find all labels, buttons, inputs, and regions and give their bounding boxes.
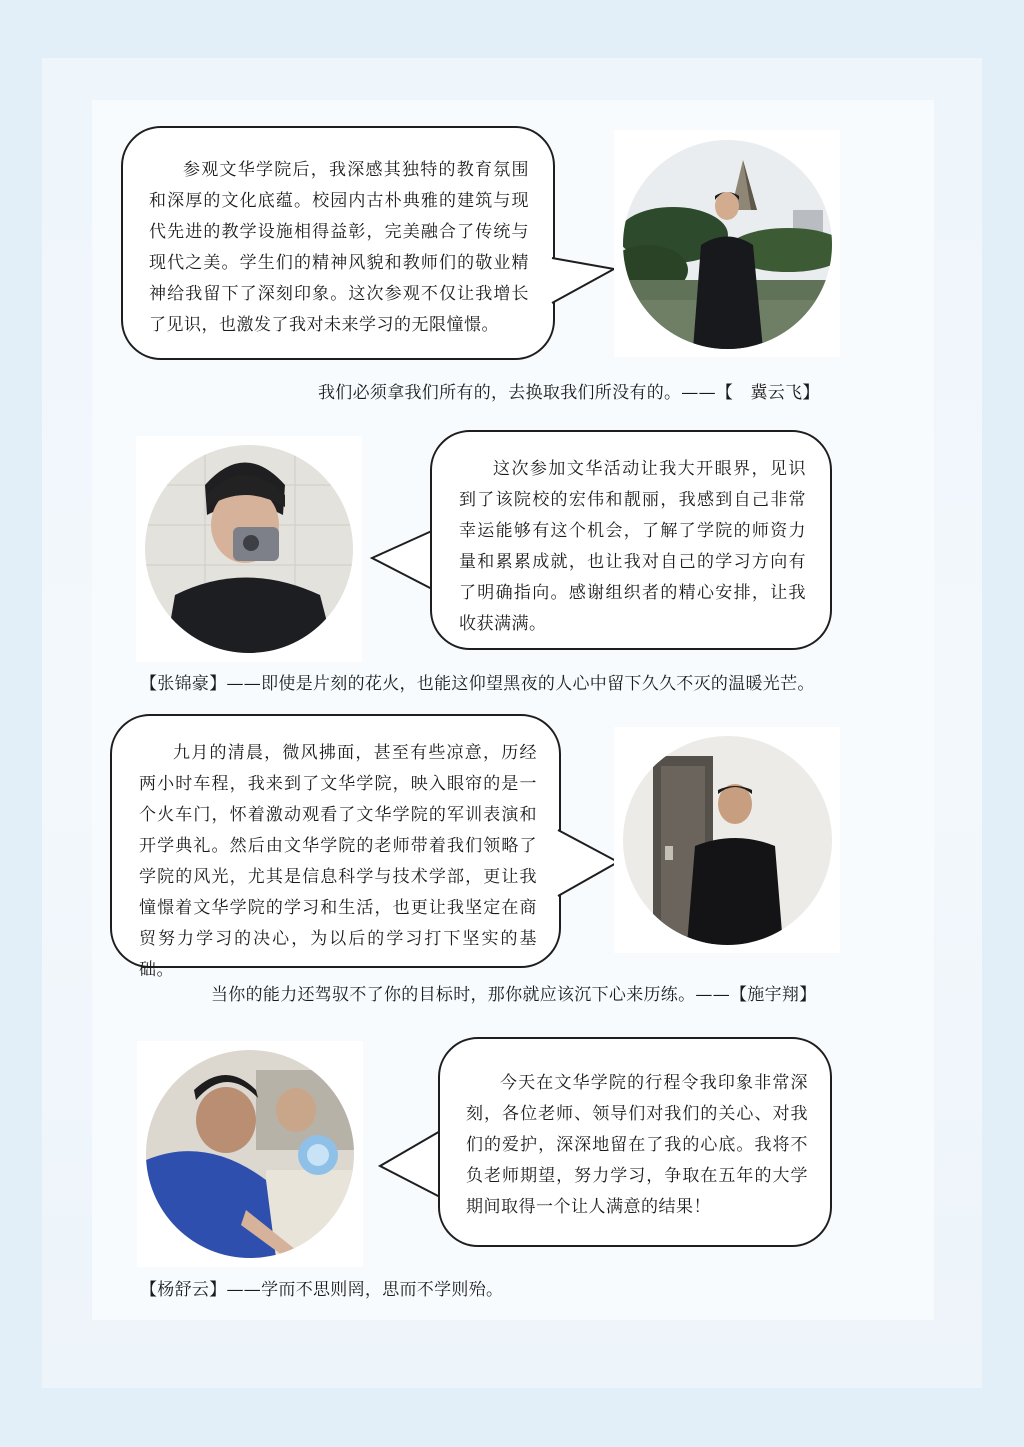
quote-line-2: 【张锦豪】——即使是片刻的花火，也能这仰望黑夜的人心中留下久久不灭的温暖光芒。	[140, 674, 815, 694]
speech-bubble-3	[110, 714, 561, 980]
quote-line-3: 当你的能力还驾驭不了你的目标时，那你就应该沉下心来历练。——【施宇翔】	[211, 985, 817, 1005]
quote-line-4: 【杨舒云】——学而不思则罔，思而不学则殆。	[140, 1280, 504, 1300]
testimonial-text: 这次参加文华活动让我大开眼界，见识到了该院校的宏伟和靓丽，我感到自己非常幸运能够有这个机会，了解了学院的师资力量和累累成就，也让我对自己的学习方向有了明确指向。感谢组织者的精心安排，让我收获满满。	[459, 459, 806, 634]
student-photo-3	[623, 736, 832, 945]
student-photo-4	[146, 1050, 354, 1258]
student-photo-1	[623, 140, 832, 349]
speech-bubble-tail	[558, 826, 620, 900]
speech-bubble-1	[121, 126, 555, 360]
speech-bubble-tail	[372, 530, 436, 594]
testimonial-text: 参观文华学院后，我深感其独特的教育氛围和深厚的文化底蕴。校园内古朴典雅的建筑与现代先进的教学设施相得益彰，完美融合了传统与现代之美。学生们的精神风貌和教师们的敬业精神给我留下了深刻印象。这次参观不仅让我增长了见识，也激发了我对未来学习的无限憧憬。	[149, 160, 529, 335]
testimonial-text: 今天在文华学院的行程令我印象非常深刻，各位老师、领导们对我们的关心、对我们的爱护，深深地留在了我的心底。我将不负老师期望，努力学习，争取在五年的大学期间取得一个让人满意的结果！	[466, 1073, 808, 1217]
student-photo-2	[145, 445, 353, 653]
testimonial-text: 九月的清晨，微风拂面，甚至有些凉意，历经两小时车程，我来到了文华学院，映入眼帘的是一个火车门，怀着激动观看了文华学院的军训表演和开学典礼。然后由文华学院的老师带着我们领略了学院的风光，尤其是信息科学与技术学部，更让我憧憬着文华学院的学习和生活，也更让我坚定在商贸努力学习的决心，为以后的学习打下坚实的基础。	[139, 743, 537, 980]
speech-bubble-tail	[380, 1130, 444, 1202]
speech-bubble-2	[430, 430, 832, 650]
quote-line-1: 我们必须拿我们所有的，去换取我们所没有的。——【 冀云飞】	[318, 383, 820, 403]
speech-bubble-tail	[552, 255, 616, 315]
speech-bubble-4	[438, 1037, 832, 1247]
